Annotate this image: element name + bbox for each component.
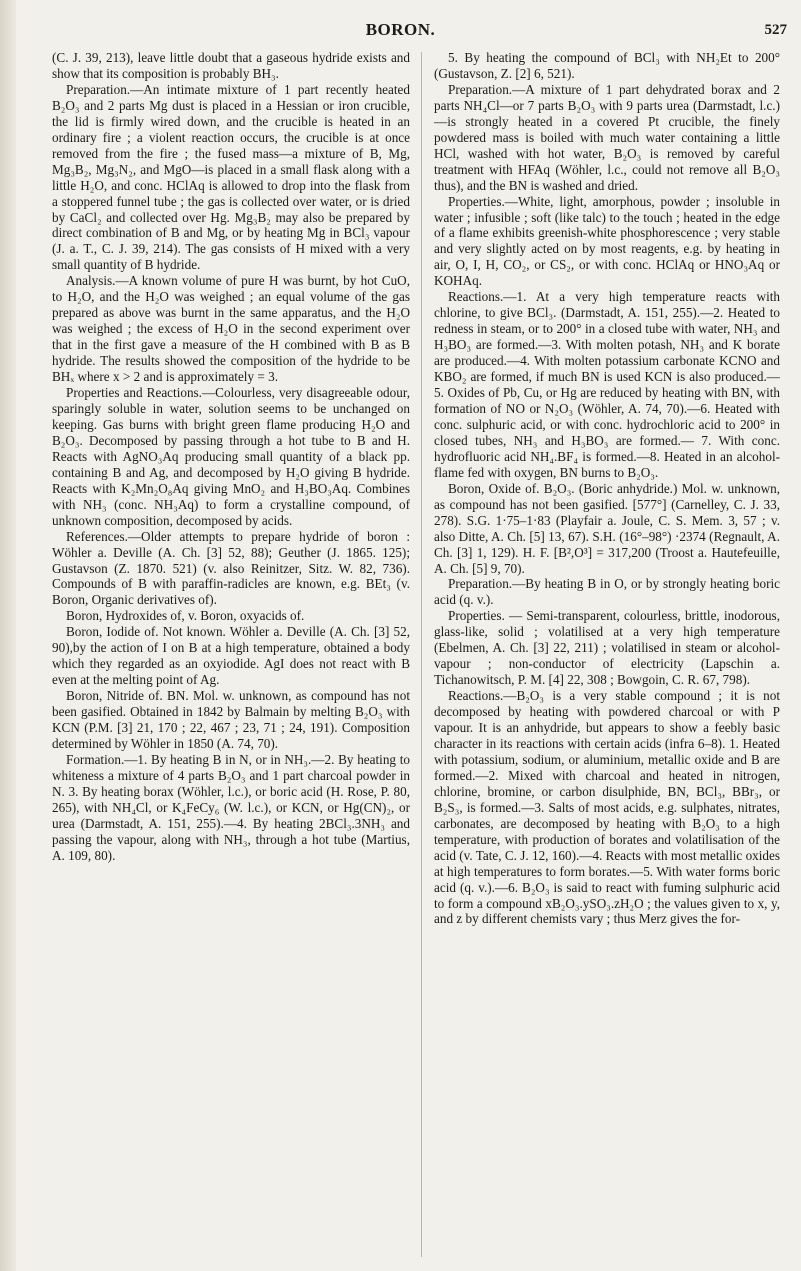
paragraph-left-2: Preparation.—An intimate mixture of 1 part recently heated B₂O₃ and 2 parts Mg dust is placed in a Hessian or iron crucible, the lid is firmly wired down, and the crucible is heated in an ordinary fire ; a violent reaction occurs, the crucible is at once removed from the fire ; the fused mass—a mixture of B, Mg, Mg₃B₂, Mg₃N₂, and MgO—is placed in a small flask along with a little H₂O, and conc. HClAq is allowed to drop into the flask from a stoppered funnel tube ; the gas is collected over water, or is dried by CaCl₂ and collected over Hg. Mg₃B₂ may also be prepared by direct combination of B and Mg, or by heating Mg in BCl₃ vapour (J. a. T., C. J. 39, 214). The gas consists of H mixed with a very small quantity of B hydride. xyxy=(52,81,410,273)
paragraph-left-3: Analysis.—A known volume of pure H was burnt, by hot CuO, to H₂O, and the H₂O was weighed ; an equal volume of the gas prepared as above was burnt in the same apparatus, and the H₂O was weighed ; the excess of H₂O in the second experiment over that in the first gave a measure of the H combined with B as B hydride. The results showed the composition of the hydride to be BHₓ where x > 2 and is approximately = 3. xyxy=(52,273,410,385)
right-column xyxy=(434,50,780,1265)
page-number: 527 xyxy=(764,22,787,38)
left-column xyxy=(52,50,410,1265)
page-binding-shadow xyxy=(0,0,16,1271)
paragraph-right-5: Boron, Oxide of. B₂O₃. (Boric anhydride.) Mol. w. unknown, as compound has not been gasified. [577°] (Carnelley, C. J. 33, 278). S.G. 1·75–1·83 (Playfair a. Joule, C. S. Mem. 3, 57 ; v. also Ditte, A. Ch. [5] 13, 67). S.H. (16°–98°) ·2374 (Regnault, A. Ch. [3] 1, 129). H. F. [B²,O³] = 317,200 (Troost a. Hautefeuille, A. Ch. [5] 9, 70). xyxy=(434,480,780,576)
paragraph-left-8: Boron, Nitride of. BN. Mol. w. unknown, as compound has not been gasified. Obtained in 1842 by Balmain by melting B₂O₃ with KCN (P.M. [3] 21, 170 ; 22, 467 ; 23, 71 ; 24, 191). Composition determined by Wöhler in 1850 (A. 74, 70). xyxy=(52,688,410,751)
paragraph-right-8: Reactions.—B₂O₃ is a very stable compound ; it is not decomposed by heating with powdered charcoal or with P vapour. It is an anhydride, but appears to show a feebly basic character in its reactions with certain acids (infra 6–8). 1. Heated with potassium, sodium, or aluminium, metallic oxide and B are formed.—2. Mixed with charcoal and heated in nitrogen, chlorine, bromine, or carbon disulphide, BN, BCl₃, BBr₃, or B₂S₃, is formed.—3. Salts of most acids, e.g. sulphates, nitrates, carbonates, are decomposed by heating with B₂O₃ to a high temperature, with production of borates and volatilisation of the acid (v. Tate, C. J. 12, 160).—4. Reacts with most metallic oxides at high temperatures to form borates.—5. With water forms boric acid (q. v.).—6. B₂O₃ is said to react with fuming sulphuric acid to form a compound xB₂O₃.ySO₃.zH₂O ; the values given to x, y, and z by different chemists vary ; thus Merz gives the for- xyxy=(434,688,780,927)
paragraph-right-7: Properties. — Semi-transparent, colourless, brittle, inodorous, glass-like, solid ; volatilised at a very high temperature (Ebelmen, A. Ch. [3] 22, 211) ; volatilised in steam or alcohol-vapour ; non-conductor of electricity (Lapschin a. Tichanowitsch, P. M. [4] 22, 308 ; Bowgoin, C. R. 67, 798). xyxy=(434,608,780,688)
paragraph-right-3: Properties.—White, light, amorphous, powder ; insoluble in water ; infusible ; soft (like talc) to the touch ; heated in the edge of a flame exhibits greenish-white phosphorescence ; very stable and very slightly acted on by most reagents, e.g. by heating in air, O, I, H, CO₂, or CS₂, or with conc. HClAq or HNO₃Aq or KOHAq. xyxy=(434,193,780,289)
paragraph-right-1: 5. By heating the compound of BCl₃ with NH₂Et to 200° (Gustavson, Z. [2] 6, 521). xyxy=(434,50,780,81)
paragraph-left-4: Properties and Reactions.—Colourless, very disagreeable odour, sparingly soluble in water, solution seems to be unchanged on keeping. Gas burns with bright green flame producing H₂O and B₂O₃. Decomposed by passing through a hot tube to B and H. Reacts with AgNO₃Aq producing small quantity of a black pp. containing B and Ag, and decomposed by H₂O giving B hydride. Reacts with K₂Mn₂O₈Aq giving MnO₂ and H₃BO₃Aq. Combines with NH₃ (conc. NH₃Aq) to form a crystalline compound, of unknown composition, decomposed by acids. xyxy=(52,385,410,528)
paragraph-left-6: Boron, Hydroxides of, v. Boron, oxyacids of. xyxy=(66,608,305,624)
column-divider xyxy=(421,52,422,1257)
paragraph-right-6: Preparation.—By heating B in O, or by strongly heating boric acid (q. v.). xyxy=(434,576,780,608)
paragraph-left-5: References.—Older attempts to prepare hydride of boron : Wöhler a. Deville (A. Ch. [3] 52, 88); Geuther (J. 1865. 125); Gustavson (Z. 1870. 521) (v. also Reinitzer, Sitz. W. 82, 736). Compounds of B with paraffin-radicles are known, e.g. BEt₃ (v. Boron, Organic derivatives of). xyxy=(52,528,410,608)
paragraph-left-1: (C. J. 39, 213), leave little doubt that a gaseous hydride exists and show that its composition is probably BH₃. xyxy=(52,50,410,81)
paragraph-left-9: Formation.—1. By heating B in N, or in NH₃.—2. By heating to whiteness a mixture of 4 parts B₂O₃ and 1 part charcoal powder in N. 3. By heating borax (Wöhler, l.c.), or boric acid (H. Rose, P. 80, 265), with NH₄Cl, or K₄FeCy₆ (W. l.c.), or KCN, or Hg(CN)₂, or urea (Darmstadt, A. 151, 255).—4. By heating 2BCl₃.3NH₃ and passing the vapour, along with NH₃, through a hot tube (Martius, A. 109, 80). xyxy=(52,751,410,863)
running-head: BORON. xyxy=(365,20,436,39)
paragraph-right-2: Preparation.—A mixture of 1 part dehydrated borax and 2 parts NH₄Cl—or 7 parts B₂O₃ with 9 parts urea (Darmstadt, l.c.)—is strongly heated in a covered Pt crucible, the finely powdered mass is boiled with much water containing a little HCl, washed with hot water, B₂O₃ is removed by careful treatment with HFAq (Wöhler, l.c., could not remove all B₂O₃ thus), and the BN is washed and dried. xyxy=(434,81,780,193)
paragraph-left-7: Boron, Iodide of. Not known. Wöhler a. Deville (A. Ch. [3] 52, 90),by the action of I on B at a high temperature, obtained a body which they regarded as an oxyiodide. AgI does not react with B even at the melting point of Ag. xyxy=(52,624,410,688)
page-header xyxy=(0,20,801,42)
paragraph-right-4: Reactions.—1. At a very high temperature reacts with chlorine, to give BCl₃. (Darmstadt, A. 151, 255).—2. Heated to redness in steam, or to 200° in a closed tube with water, NH₃ and H₃BO₃ are formed.—3. With molten potash, NH₃ and K borate are produced.—4. With molten potassium carbonate KCNO and KBO₂ are formed, if much BN is used KCN is also produced.—5. Oxides of Pb, Cu, or Hg are reduced by heating with BN, with formation of NO or N₂O₃ (Wöhler, A. 74, 70).—6. Heated with conc. sulphuric acid, or with conc. hydrochloric acid to 200° in closed tubes, NH₃ and H₃BO₃ are formed.— 7. With conc. hydrofluoric acid NH₄.BF₄ is formed.—8. Heated in an alcohol-flame fed with oxygen, BN burns to B₂O₃. xyxy=(434,289,780,480)
